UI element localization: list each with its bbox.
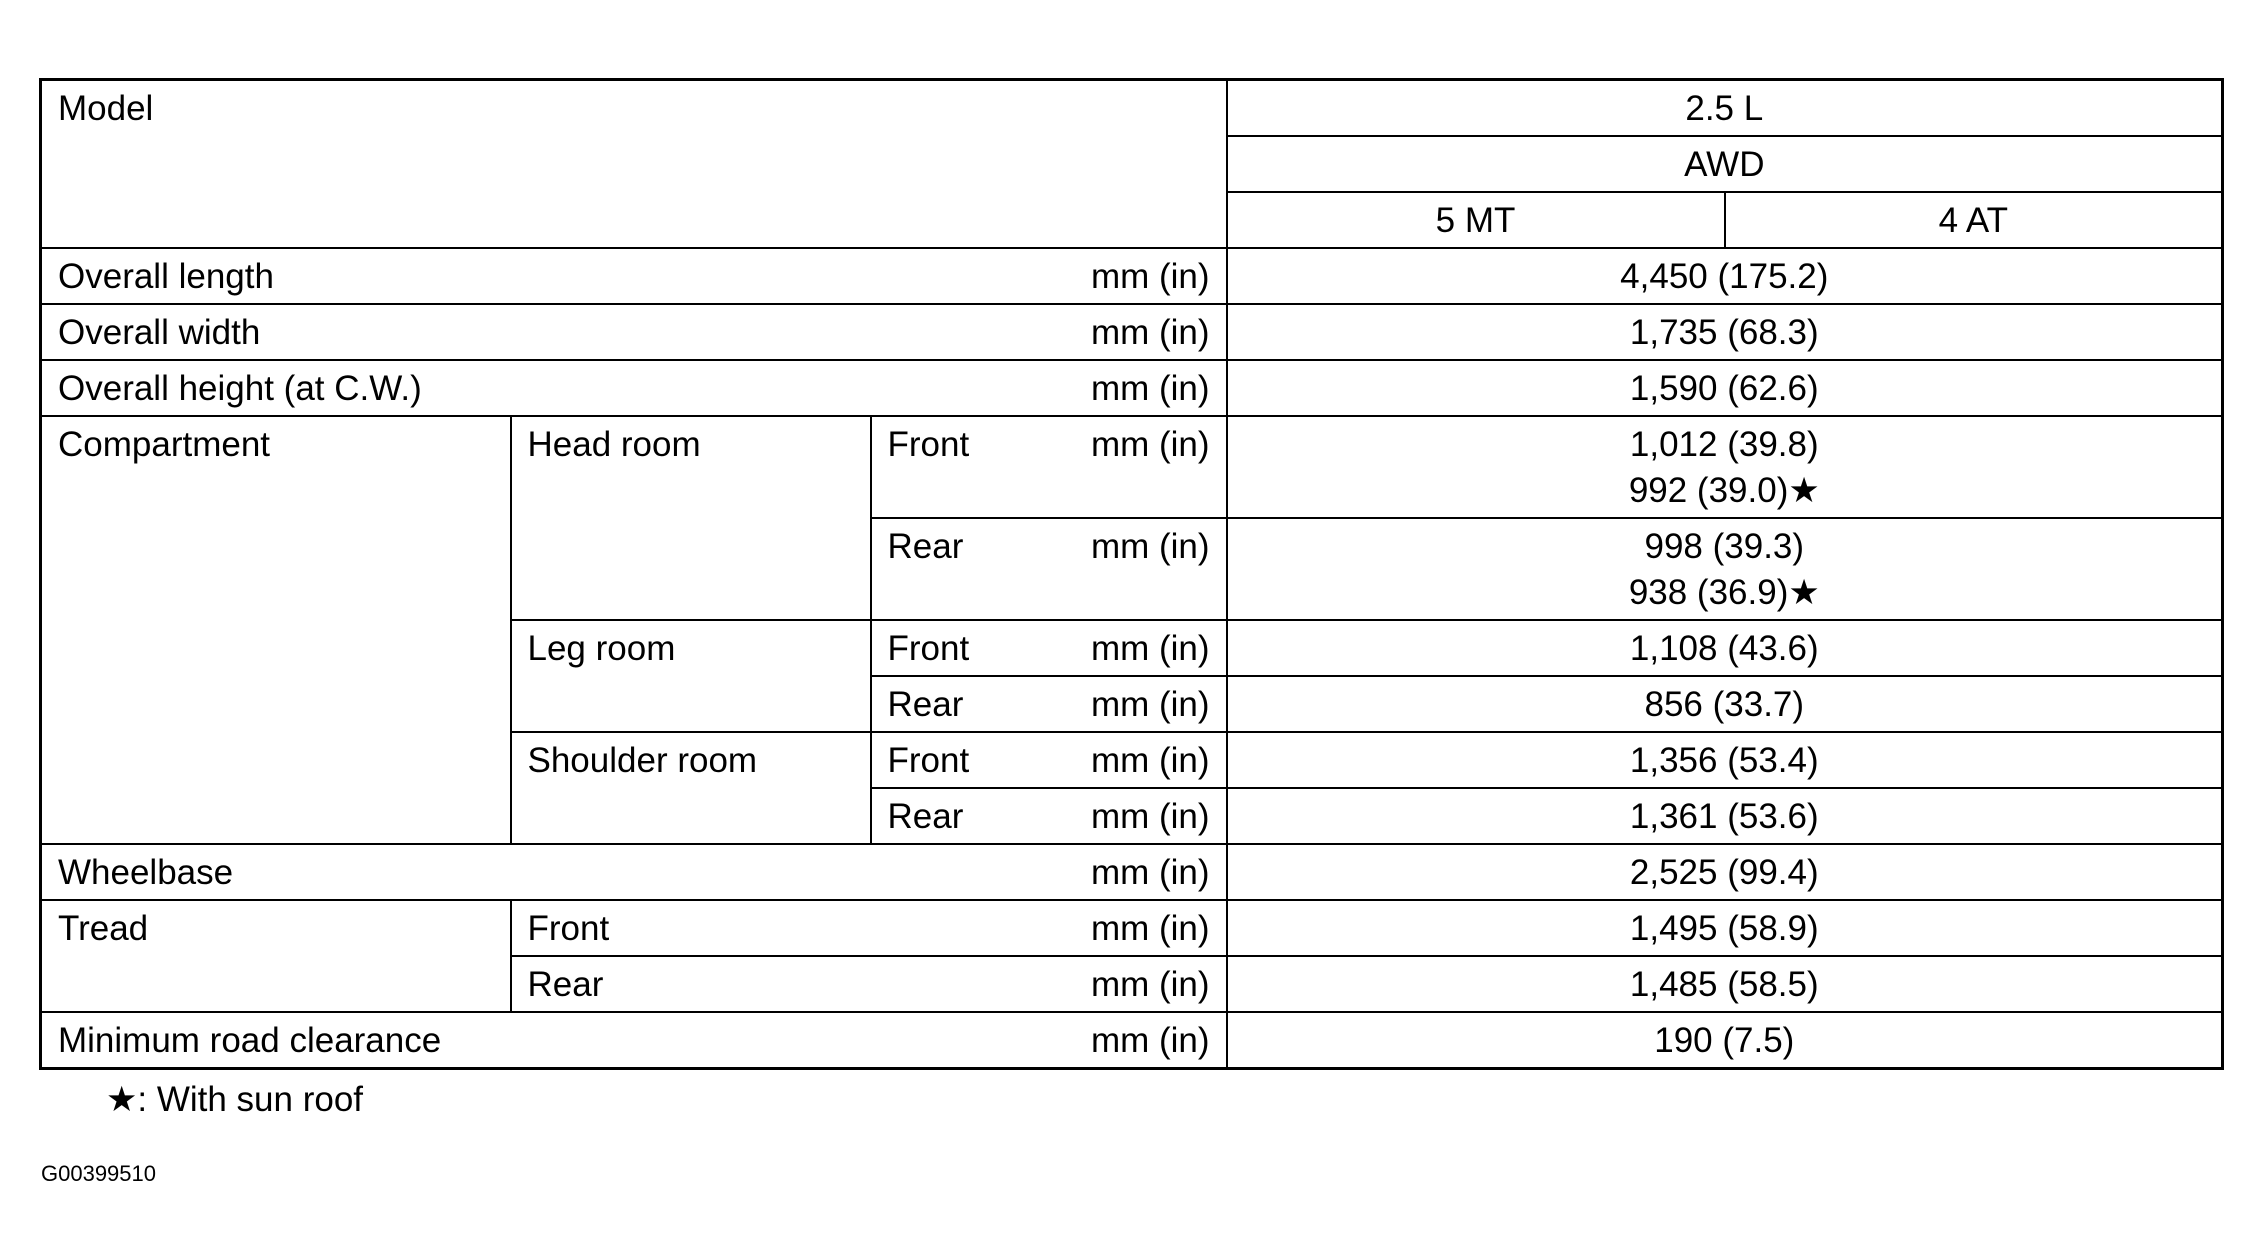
row-label: Minimum road clearance — [58, 1021, 442, 1060]
table-row — [41, 360, 2223, 416]
figure-code: G00399510 — [41, 1161, 156, 1186]
row-label: Overall height (at C.W.) — [58, 369, 422, 408]
unit-label: mm (in) — [1090, 527, 1210, 566]
engine-header: 2.5 L — [1227, 80, 2223, 137]
model-label: Model — [58, 89, 154, 128]
shoulder-room-front-label-cell — [871, 732, 1227, 788]
wheelbase-label-cell — [41, 844, 1227, 900]
unit-label: mm (in) — [1090, 853, 1210, 892]
table-row — [41, 1012, 2223, 1069]
head-room-label: Head room — [511, 416, 871, 620]
table-row — [41, 304, 2223, 360]
sunroof-footnote: ★: With sun roof — [106, 1080, 364, 1119]
row-label: Wheelbase — [58, 853, 234, 892]
leg-room-front-label-cell — [871, 620, 1227, 676]
head-room-front-value: 1,012 (39.8) — [1629, 425, 1819, 464]
leg-room-front-value: 1,108 (43.6) — [1227, 620, 2223, 676]
leg-room-rear-label-cell — [871, 676, 1227, 732]
head-room-rear-value-cell — [1227, 518, 2223, 620]
overall-length-value: 4,450 (175.2) — [1227, 248, 2223, 304]
table-row — [41, 900, 2223, 956]
head-room-rear-sunroof-value: 938 (36.9)★ — [1628, 573, 1820, 612]
wheelbase-value: 2,525 (99.4) — [1227, 844, 2223, 900]
row-label: Overall width — [58, 313, 261, 352]
position-label: Front — [887, 425, 970, 464]
unit-label: mm (in) — [1090, 313, 1210, 352]
compartment-label: Compartment — [41, 416, 511, 844]
position-label: Rear — [887, 685, 964, 724]
overall-length-label-cell — [41, 248, 1227, 304]
model-header-cell — [41, 80, 1227, 249]
unit-label: mm (in) — [1090, 1021, 1210, 1060]
position-label: Rear — [527, 965, 604, 1004]
table-row — [41, 844, 2223, 900]
overall-height-label-cell — [41, 360, 1227, 416]
head-room-front-value-cell — [1227, 416, 2223, 518]
position-label: Front — [887, 629, 970, 668]
unit-label: mm (in) — [1090, 965, 1210, 1004]
leg-room-rear-value: 856 (33.7) — [1227, 676, 2223, 732]
head-room-rear-label-cell — [871, 518, 1227, 620]
shoulder-room-rear-value: 1,361 (53.6) — [1227, 788, 2223, 844]
transmission-4at-header: 4 AT — [1725, 192, 2223, 248]
overall-height-value: 1,590 (62.6) — [1227, 360, 2223, 416]
position-label: Rear — [887, 527, 964, 566]
head-room-front-label-cell — [871, 416, 1227, 518]
unit-label: mm (in) — [1090, 797, 1210, 836]
table-row — [41, 416, 2223, 518]
unit-label: mm (in) — [1090, 629, 1210, 668]
tread-front-value: 1,495 (58.9) — [1227, 900, 2223, 956]
tread-label: Tread — [41, 900, 511, 1012]
shoulder-room-rear-label-cell — [871, 788, 1227, 844]
dimensions-table — [39, 78, 2224, 1070]
position-label: Front — [887, 741, 970, 780]
min-road-clearance-value: 190 (7.5) — [1227, 1012, 2223, 1069]
shoulder-room-front-value: 1,356 (53.4) — [1227, 732, 2223, 788]
head-room-rear-value: 998 (39.3) — [1644, 527, 1805, 566]
unit-label: mm (in) — [1090, 741, 1210, 780]
min-road-clearance-label-cell — [41, 1012, 1227, 1069]
unit-label: mm (in) — [1090, 909, 1210, 948]
position-label: Front — [527, 909, 610, 948]
overall-width-value: 1,735 (68.3) — [1227, 304, 2223, 360]
row-label: Overall length — [58, 257, 274, 296]
position-label: Rear — [887, 797, 964, 836]
unit-label: mm (in) — [1090, 257, 1210, 296]
leg-room-label: Leg room — [511, 620, 871, 732]
tread-front-label-cell — [511, 900, 1227, 956]
overall-width-label-cell — [41, 304, 1227, 360]
transmission-5mt-header: 5 MT — [1227, 192, 1725, 248]
shoulder-room-label: Shoulder room — [511, 732, 871, 844]
unit-label: mm (in) — [1090, 425, 1210, 464]
table-row — [41, 248, 2223, 304]
tread-rear-value: 1,485 (58.5) — [1227, 956, 2223, 1012]
tread-rear-label-cell — [511, 956, 1227, 1012]
unit-label: mm (in) — [1090, 369, 1210, 408]
unit-label: mm (in) — [1090, 685, 1210, 724]
head-room-front-sunroof-value: 992 (39.0)★ — [1628, 471, 1820, 510]
drive-header: AWD — [1227, 136, 2223, 192]
